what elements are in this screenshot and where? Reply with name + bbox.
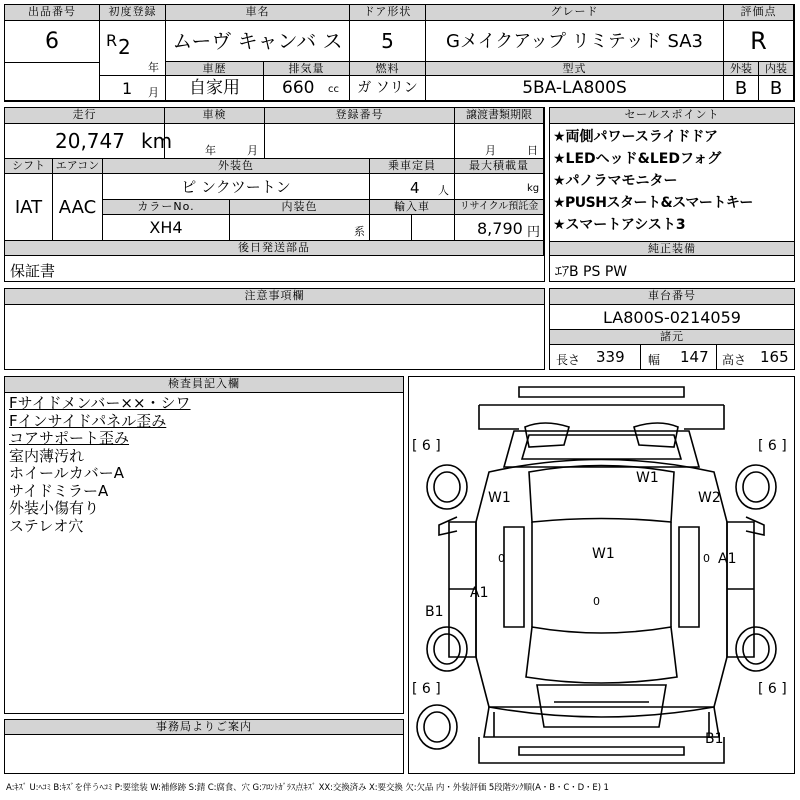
lot-number: 6 [5, 21, 100, 63]
exterior-header: 外装 [724, 62, 759, 76]
inspector-line: 外装小傷有り [9, 499, 100, 517]
exterior-color-header: 外装色 [103, 159, 370, 174]
registration-month: 1 [122, 79, 133, 98]
inspection-header: 車検 [165, 108, 265, 124]
car-damage-diagram [409, 377, 794, 773]
inspector-line: コアサポート歪み [9, 429, 130, 447]
aircon: AAC [53, 174, 103, 241]
capacity-cell [370, 174, 455, 200]
grade-header: グレード [426, 5, 724, 21]
damage-mark: A1 [718, 551, 737, 567]
sales-point: ★スマートアシスト3 [553, 217, 686, 233]
aircon-header: エアコン [53, 159, 103, 174]
score-header: 評価点 [724, 5, 794, 21]
chassis-number: LA800S-0214059 [550, 305, 794, 330]
mileage-cell [5, 124, 173, 159]
history-header: 車歴 [166, 62, 264, 76]
inspector-line: サイドミラーA [9, 481, 109, 500]
damage-mark: A1 [470, 585, 489, 601]
later-parts: 保証書 [10, 262, 56, 280]
legend: A:ｷｽﾞ U:ﾍｺﾐ B:ｷｽﾞを伴うﾍｺﾐ P:要塗装 W:補修跡 S:錆 C:腐食、穴 G:ﾌﾛﾝﾄｶﾞﾗｽ点ｷｽﾞ XX:交換済み X:要交換 欠:欠品 内・外装評価 5段階ﾗﾝｸ順(A・B・C・D・E) 1 [6, 783, 609, 793]
damage-mark: B1 [705, 731, 724, 747]
mileage: 20,747 [55, 129, 125, 153]
model-code: 5BA-LA800S [426, 76, 724, 101]
recycle-cell [455, 215, 544, 241]
inspector-notes [9, 395, 399, 535]
car-history: 自家用 [166, 76, 264, 101]
exterior-color: ピ ンクツートン [103, 174, 370, 200]
recycle-header: リサイクル預託金 [455, 200, 544, 215]
registration-year: 2 [118, 35, 131, 59]
interior-grade: B [759, 76, 794, 101]
deadline-day-unit: 日 [527, 144, 538, 157]
tire-depth-fr: [ 6 ] [758, 438, 787, 454]
score: R [724, 21, 794, 62]
max-load-cell [455, 174, 544, 200]
damage-mark: 0 [593, 595, 600, 608]
import-cell-left [370, 215, 412, 241]
color-number-header: カラーNo. [103, 200, 230, 215]
tire-depth-fl: [ 6 ] [412, 438, 441, 454]
inspection-year-unit: 年 [205, 144, 216, 157]
damage-mark: 0 [498, 552, 505, 565]
tire-depth-rr: [ 6 ] [758, 681, 787, 697]
displacement: 660 [282, 78, 315, 98]
capacity: 4 [410, 179, 420, 197]
model-header: 型式 [426, 62, 724, 76]
damage-mark: W2 [698, 490, 721, 506]
max-load-header: 最大積載量 [455, 159, 544, 174]
deadline-month-unit: 月 [485, 144, 496, 157]
color-number: XH4 [103, 215, 230, 241]
import-header: 輸入車 [370, 200, 455, 215]
equipment-header: 純正装備 [550, 241, 794, 256]
office-notice-header: 事務局よりご案内 [5, 720, 403, 735]
inspection-month-unit: 月 [247, 144, 258, 157]
interior-color-header: 内装色 [230, 200, 370, 215]
door-header: ドア形状 [350, 5, 426, 21]
transfer-deadline-cell [455, 124, 544, 159]
notes-header: 注意事項欄 [5, 289, 544, 305]
registration-number-header: 登録番号 [265, 108, 455, 124]
interior-color-unit: 系 [354, 225, 365, 238]
month-unit: 月 [148, 86, 159, 99]
sales-point: ★両側パワースライドドア [553, 129, 719, 145]
height: 165 [760, 348, 789, 366]
inspector-header: 検査員記入欄 [5, 377, 403, 393]
capacity-header: 乗車定員 [370, 159, 455, 174]
later-parts-header: 後日発送部品 [5, 241, 544, 256]
height-label: 高さ [722, 353, 747, 367]
transfer-deadline-header: 譲渡書類期限 [455, 108, 544, 124]
sales-points-list [553, 126, 793, 236]
capacity-unit: 人 [438, 184, 449, 197]
inspection-cell [165, 124, 265, 159]
inspector-line: ホイールカバーA [9, 464, 124, 482]
recycle-fee: 8,790 [477, 219, 523, 238]
damage-mark: W1 [636, 470, 659, 486]
inspector-line: Fサイドメンバー××・シワ [9, 394, 191, 412]
era: R [106, 31, 118, 50]
inspector-line: Fインサイドパネル歪み [9, 411, 167, 430]
length: 339 [596, 348, 625, 366]
specs-row [550, 345, 794, 369]
sales-point: ★PUSHスタート&スマートキー [553, 195, 753, 211]
length-label: 長さ [556, 353, 581, 367]
width: 147 [680, 348, 709, 366]
shift-header: シフト [5, 159, 53, 174]
first-registration-year [100, 21, 166, 76]
displacement-cell [264, 76, 350, 101]
first-registration-month [100, 76, 166, 101]
first-registration-header: 初度登録 [100, 5, 166, 21]
lot-blank [5, 63, 100, 101]
interior-header: 内装 [759, 62, 794, 76]
recycle-unit: 円 [527, 225, 541, 240]
car-name-header: 車名 [166, 5, 350, 21]
sales-point: ★パノラマモニター [553, 173, 678, 189]
interior-color-cell [230, 215, 370, 241]
chassis-header: 車台番号 [550, 289, 794, 305]
sales-point: ★LEDヘッド&LEDフォグ [553, 151, 722, 167]
damage-mark: W1 [592, 546, 615, 562]
shift: IAT [5, 174, 53, 241]
mileage-unit: km [141, 129, 173, 153]
registration-number [265, 124, 455, 159]
fuel-header: 燃料 [350, 62, 426, 76]
displacement-header: 排気量 [264, 62, 350, 76]
door-type: 5 [350, 21, 426, 62]
inspector-line: ステレオ穴 [9, 516, 84, 535]
max-load-unit: kg [527, 183, 540, 194]
exterior-grade: B [724, 76, 759, 101]
specs-header: 諸元 [550, 330, 794, 345]
damage-mark: W1 [488, 490, 511, 506]
inspector-line: 室内薄汚れ [9, 446, 85, 465]
tire-depth-rl: [ 6 ] [412, 681, 441, 697]
equipment: ｴｱB PS PW [555, 264, 628, 280]
damage-mark: 0 [703, 552, 710, 565]
sales-points-header: セールスポイント [550, 108, 794, 124]
width-label: 幅 [648, 353, 661, 367]
lot-header: 出品番号 [5, 5, 100, 21]
year-unit: 年 [148, 61, 159, 74]
mileage-header: 走行 [5, 108, 165, 124]
grade: Gメイクアップ リミテッド SA3 [426, 21, 724, 62]
car-name: ムーヴ キャンバ ス [166, 21, 350, 62]
damage-mark: B1 [425, 604, 444, 620]
fuel: ガ ソリン [350, 76, 426, 101]
displacement-unit: cc [328, 84, 339, 95]
import-cell-right [412, 215, 455, 241]
